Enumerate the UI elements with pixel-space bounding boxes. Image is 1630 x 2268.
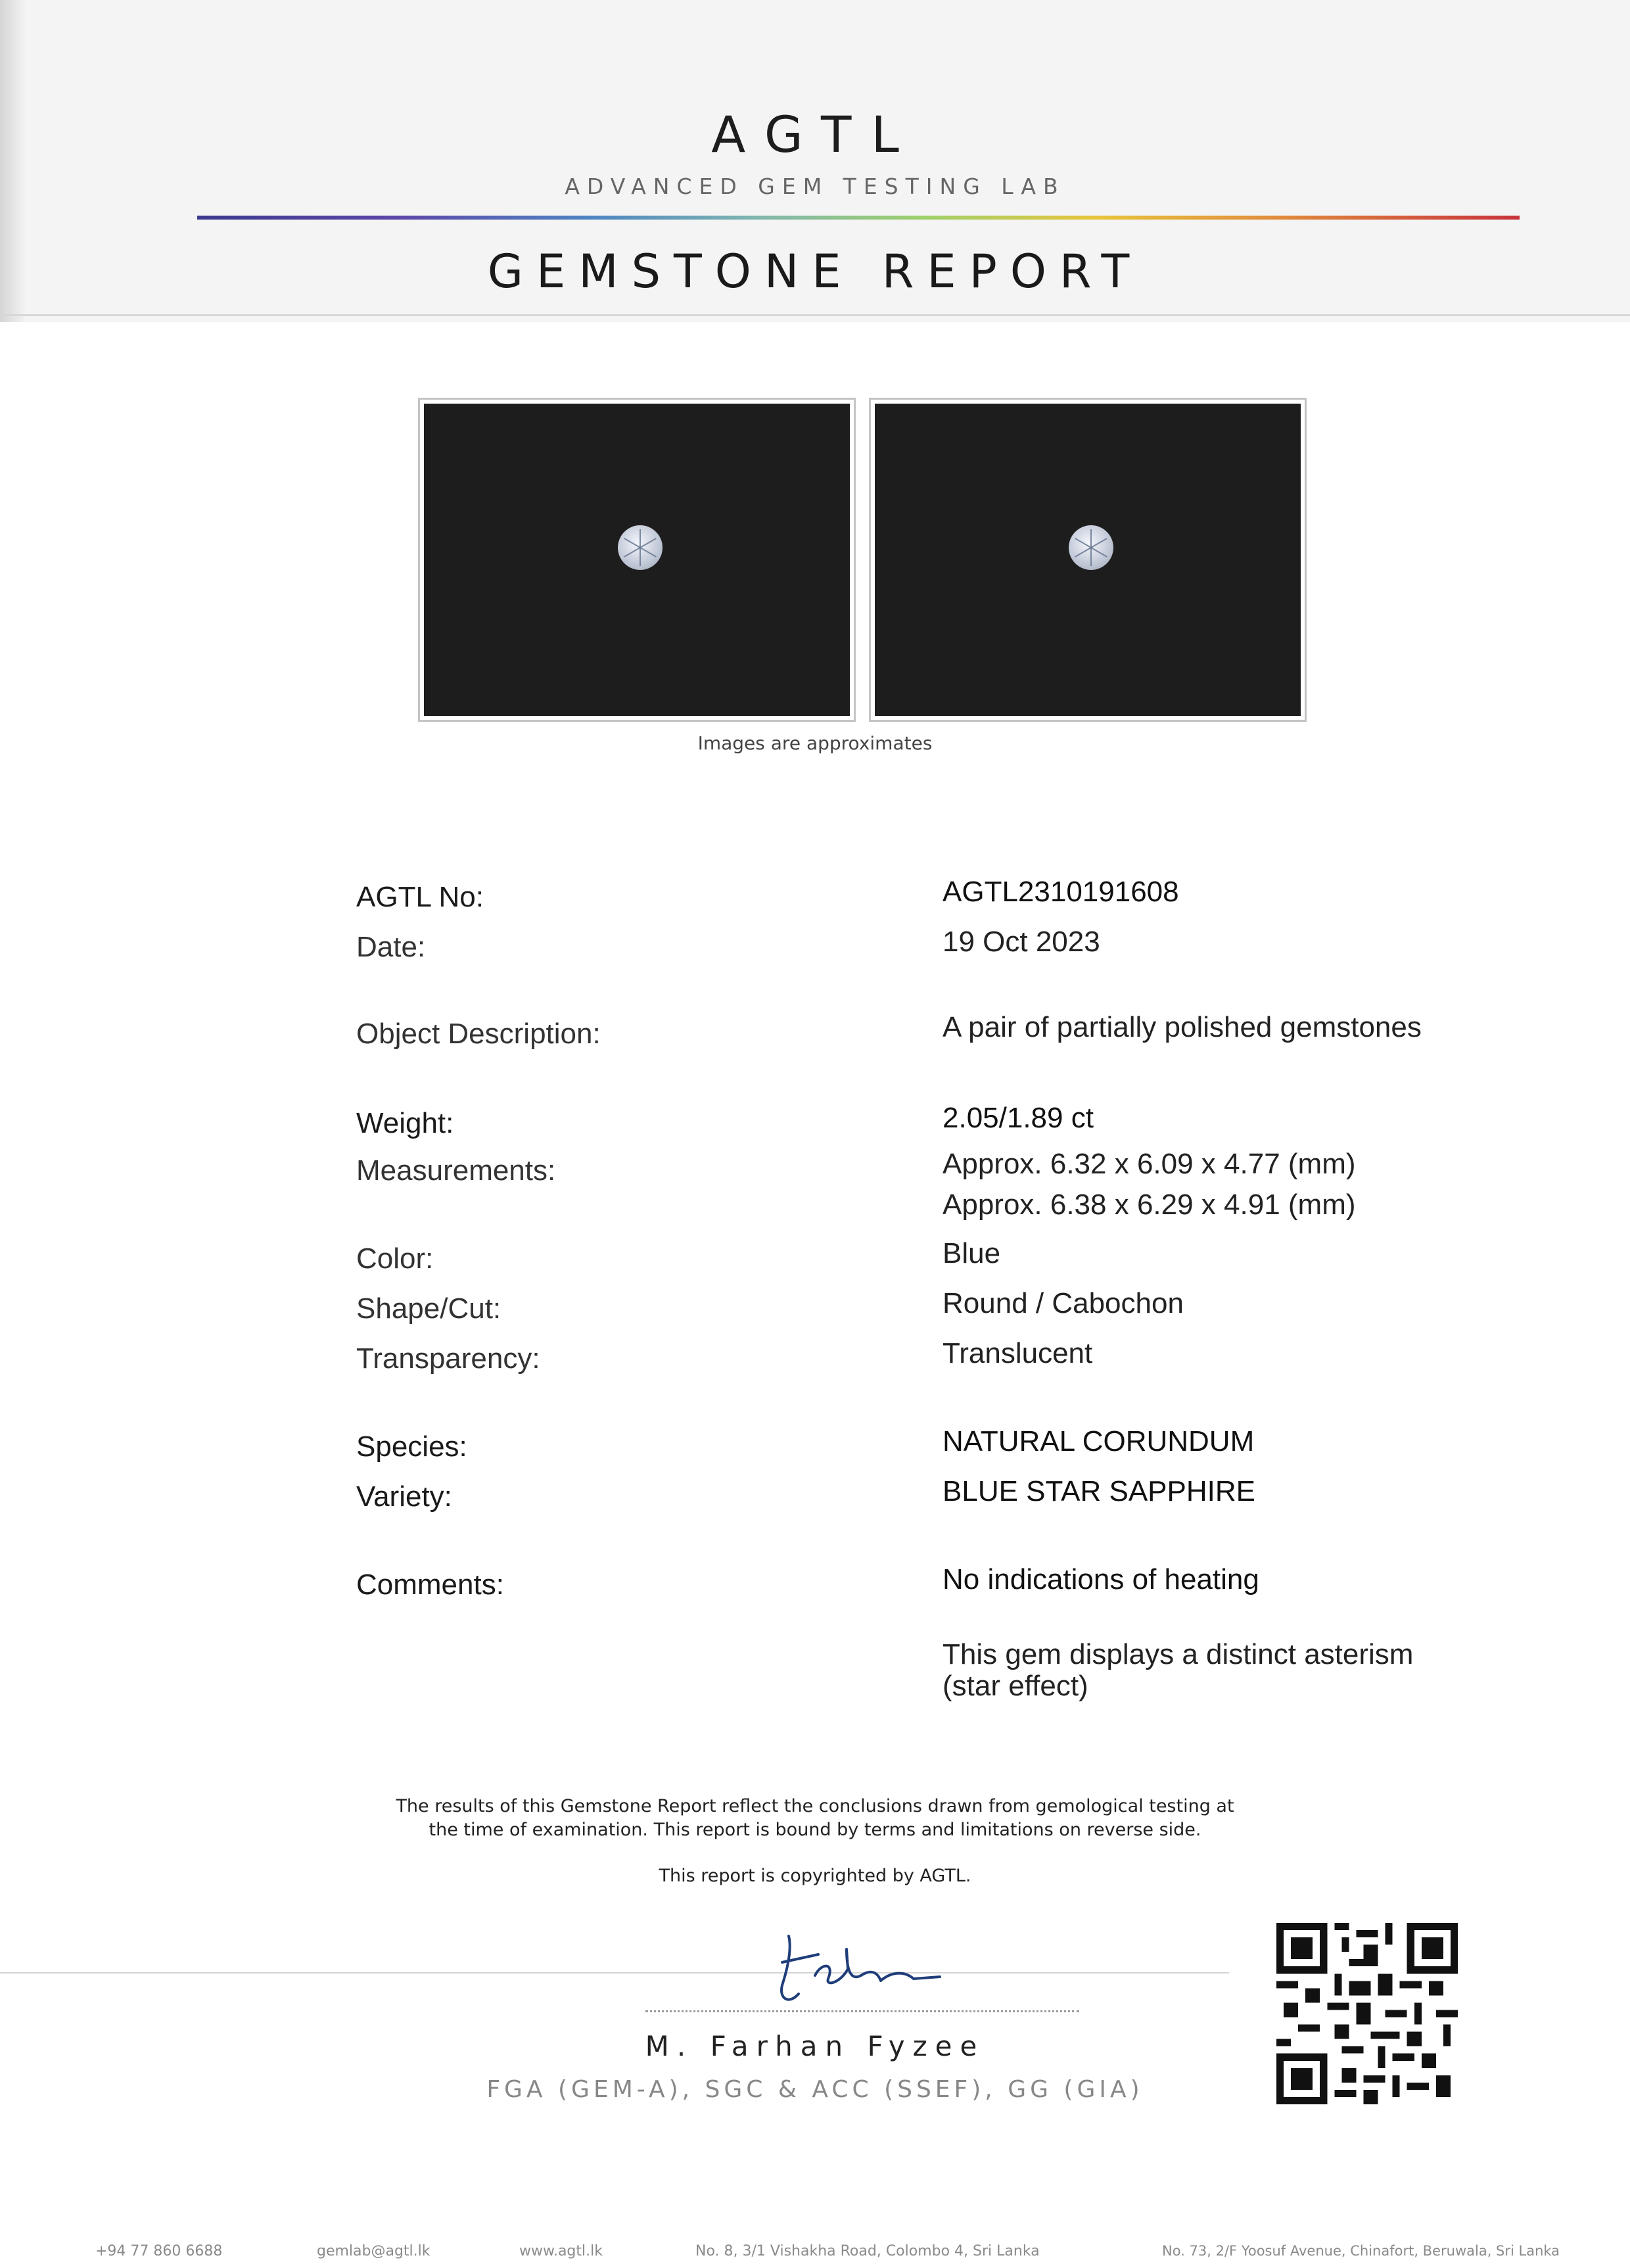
signature-line: [645, 2010, 1079, 2012]
report-title: GEMSTONE REPORT: [487, 245, 1143, 298]
measurements-value-1: Approx. 6.32 x 6.09 x 4.77 (mm): [943, 1148, 1356, 1180]
signatory-name: M. Farhan Fyzee: [645, 2030, 985, 2062]
signatory-credentials: FGA (GEM-A), SGC & ACC (SSEF), GG (GIA): [486, 2076, 1144, 2103]
signature-image: [762, 1923, 960, 2015]
footer-email: gemlab@agtl.lk: [317, 2243, 431, 2259]
footer-address-colombo: No. 8, 3/1 Vishakha Road, Colombo 4, Sri Lanka: [695, 2243, 1040, 2259]
copyright-notice: This report is copyrighted by AGTL.: [659, 1866, 971, 1886]
comments-value-2: This gem displays a distinct asterism: [943, 1638, 1414, 1670]
gem-photo-2: [869, 398, 1307, 722]
footer-address-beruwala: No. 73, 2/F Yoosuf Avenue, Chinafort, Beruwala, Sri Lanka: [1162, 2243, 1560, 2259]
variety-value: BLUE STAR SAPPHIRE: [943, 1475, 1255, 1507]
header-divider: [0, 314, 1630, 316]
object-description-label: Object Description:: [356, 1018, 601, 1050]
variety-label: Variety:: [356, 1480, 452, 1513]
shape-cut-label: Shape/Cut:: [356, 1292, 501, 1325]
color-label: Color:: [356, 1242, 434, 1275]
measurements-value-2: Approx. 6.38 x 6.29 x 4.91 (mm): [943, 1189, 1356, 1221]
gem-photo-1: [418, 398, 856, 722]
date-label: Date:: [356, 931, 426, 963]
transparency-value: Translucent: [943, 1337, 1093, 1369]
qr-code-icon: [1276, 1923, 1458, 2104]
disclaimer-line-1: The results of this Gemstone Report reflect the conclusions drawn from gemological testing at: [396, 1796, 1234, 1816]
photo-caption: Images are approximates: [697, 732, 933, 754]
agtl-no-value: AGTL2310191608: [943, 876, 1179, 908]
star-sapphire-image: [618, 525, 663, 570]
species-label: Species:: [356, 1430, 467, 1463]
weight-label: Weight:: [356, 1107, 454, 1139]
measurements-label: Measurements:: [356, 1154, 556, 1187]
transparency-label: Transparency:: [356, 1342, 540, 1375]
object-description-value: A pair of partially polished gemstones: [943, 1011, 1422, 1043]
date-value: 19 Oct 2023: [943, 926, 1100, 958]
color-value: Blue: [943, 1237, 1001, 1269]
comments-value-3: (star effect): [943, 1670, 1088, 1702]
comments-label: Comments:: [356, 1569, 504, 1601]
disclaimer-line-2: the time of examination. This report is bound by terms and limitations on reverse side.: [429, 1820, 1201, 1840]
lab-full-name: ADVANCED GEM TESTING LAB: [565, 174, 1065, 199]
section-rule: [0, 1972, 1229, 1973]
comments-value-1: No indications of heating: [943, 1563, 1259, 1595]
shape-cut-value: Round / Cabochon: [943, 1287, 1184, 1319]
spectrum-rule: [197, 216, 1520, 220]
agtl-no-label: AGTL No:: [356, 881, 484, 913]
star-sapphire-image: [1069, 525, 1113, 570]
footer-website: www.agtl.lk: [519, 2243, 603, 2259]
lab-logo-text: AGTL: [711, 105, 919, 164]
weight-value: 2.05/1.89 ct: [943, 1102, 1094, 1134]
species-value: NATURAL CORUNDUM: [943, 1425, 1255, 1457]
footer-phone: +94 77 860 6688: [95, 2243, 223, 2259]
